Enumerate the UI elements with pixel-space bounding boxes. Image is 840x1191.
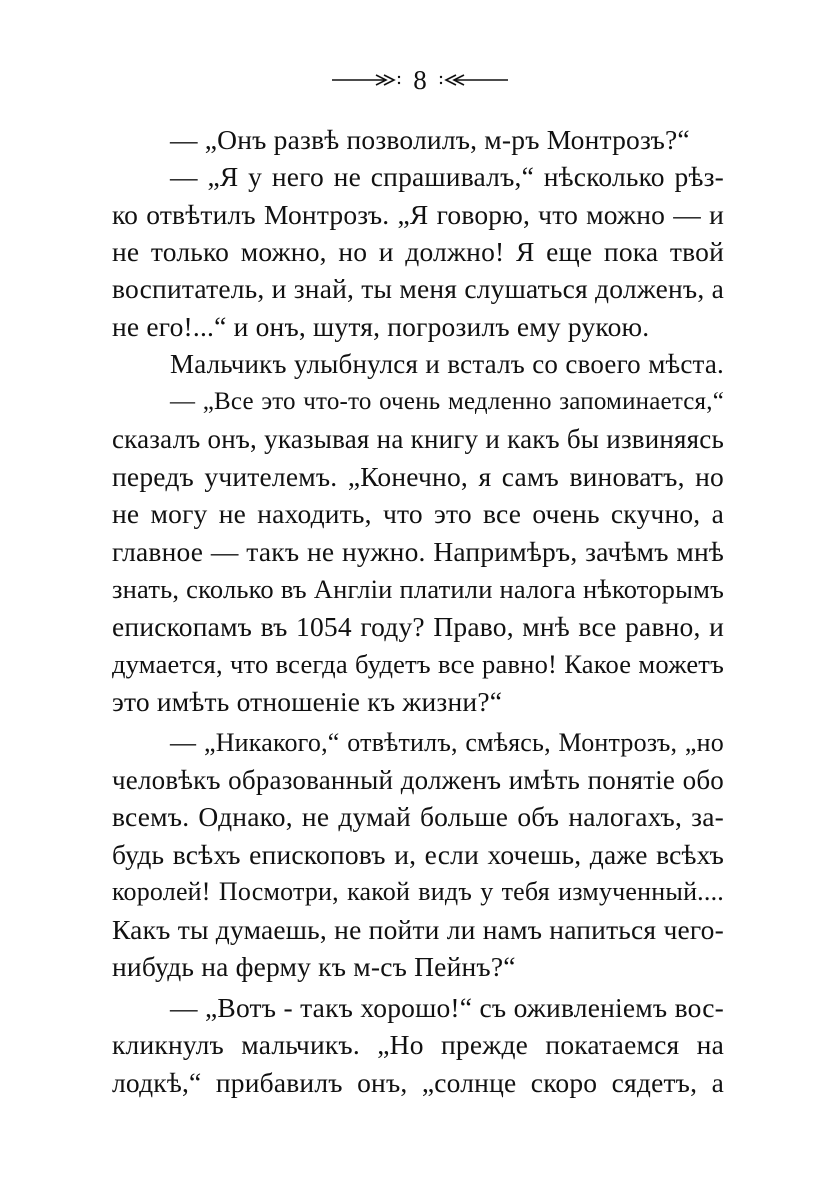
text-line: кликнулъ мальчикъ. „Но прежде покатаемся на [112, 1029, 724, 1060]
page-number: 8 [413, 65, 427, 95]
text-line: епископамъ въ 1054 году? Право, мнѣ все равно, и [112, 611, 724, 642]
text-line: будь всѣхъ епископовъ и, если хочешь, даже всѣхъ [112, 839, 724, 870]
text-line: воспитатель, и знай, ты меня слушаться долженъ, а [112, 273, 724, 304]
right-ornament-icon [436, 72, 508, 88]
text-line: не его!...“ и онъ, шутя, погрозилъ ему рукою. [112, 311, 650, 342]
text-line: это имѣть отношеніе къ жизни?“ [112, 686, 503, 717]
text-line: — „Вотъ - такъ хорошо!“ съ оживленіемъ вос- [170, 992, 724, 1023]
text-line: Какъ ты думаешь, не пойти ли намъ напиться чего- [112, 914, 724, 945]
text-line: — „Онъ развѣ позволилъ, м-ръ Монтрозъ?“ [170, 124, 690, 155]
text-line: сказалъ онъ, указывая на книгу и какъ бы извиняясь [112, 424, 724, 454]
text-line: нибудь на ферму къ м-съ Пейнъ?“ [112, 951, 516, 982]
text-line: знать, сколько въ Англіи платили налога нѣкоторымъ [112, 574, 724, 604]
text-line: всемъ. Однако, не думай больше объ налогахъ, за- [112, 801, 724, 832]
left-ornament-icon [332, 72, 404, 88]
text-line: ко отвѣтилъ Монтрозъ. „Я говорю, что можно — и [112, 199, 724, 230]
text-line: передъ учителемъ. „Конечно, я самъ виноватъ, но [112, 461, 724, 492]
text-line: лодкѣ,“ прибавилъ онъ, „солнце скоро сядетъ, а [112, 1067, 724, 1098]
page-header [0, 62, 840, 98]
text-line: человѣкъ образованный долженъ имѣть понятіе обо [112, 765, 724, 795]
text-line: королей! Посмотри, какой видъ у тебя измученный.... [112, 877, 724, 906]
text-line: — „Все это что-то очень медленно запоминается,“ [170, 388, 724, 415]
text-line: думается, что всегда будетъ все равно! Какое можетъ [112, 649, 724, 679]
text-line: — „Я у него не спрашивалъ,“ нѣсколько рѣз- [170, 161, 724, 192]
text-line: главное — такъ не нужно. Напримѣръ, зачѣмъ мнѣ [112, 536, 724, 567]
text-line: не только можно, но и должно! Я еще пока твой [112, 236, 724, 267]
text-line: Мальчикъ улыбнулся и всталъ со своего мѣста. [170, 349, 724, 379]
text-line: — „Никакого,“ отвѣтилъ, смѣясь, Монтрозъ, „но [170, 728, 724, 757]
text-line: не могу не находить, что это все очень скучно, а [112, 498, 724, 529]
